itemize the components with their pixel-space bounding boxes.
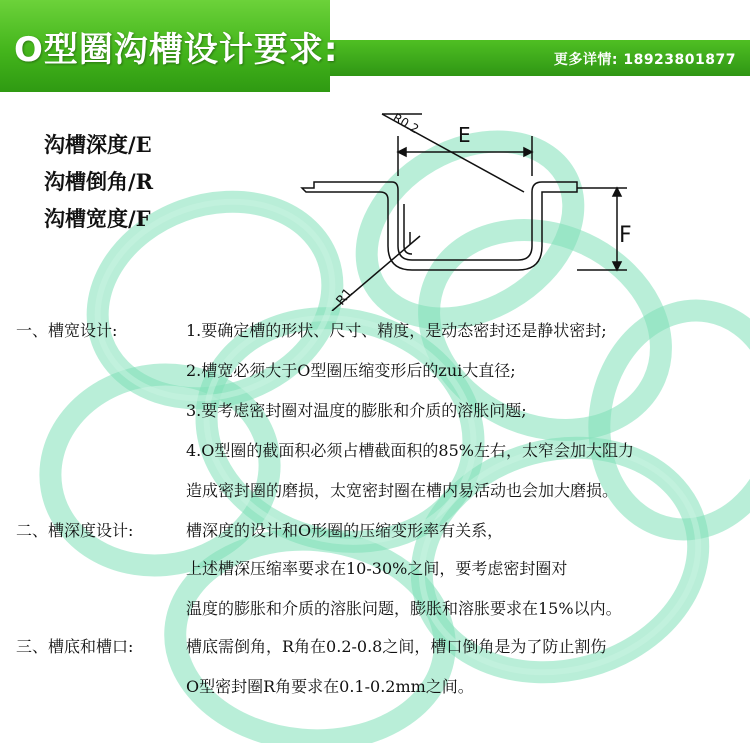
label-groove-width: 沟槽宽度/F (44, 206, 151, 231)
page-title: O型圈沟槽设计要求: (14, 30, 339, 70)
section-line: 上述槽深压缩率要求在10-30%之间，要考虑密封圈对 (186, 559, 568, 578)
section-line: 1.要确定槽的形状、尺寸、精度，是动态密封还是静状密封; (186, 321, 607, 340)
section-heading-bottom: 三、槽底和槽口: (16, 637, 134, 656)
dimension-labels (44, 126, 153, 237)
groove-diagram (292, 96, 632, 311)
section-line: 造成密封圈的磨损，太宽密封圈在槽内易活动也会加大磨损。 (186, 481, 619, 500)
label-groove-chamfer: 沟槽倒角/R (44, 169, 154, 194)
section-line: 2.槽宽必须大于O型圈压缩变形后的zui大直径; (186, 361, 516, 380)
section-heading-width: 一、槽宽设计: (16, 321, 118, 340)
section-heading-depth: 二、槽深度设计: (16, 521, 134, 540)
label-groove-depth: 沟槽深度/E (44, 132, 152, 157)
label-f: F (619, 223, 632, 248)
section-line: 4.O型圈的截面积必须占槽截面积的85%左右，太窄会加大阻力 (186, 441, 634, 460)
section-line: 3.要考虑密封圈对温度的膨胀和介质的溶胀问题; (186, 401, 527, 420)
label-r1: R1 (333, 285, 357, 309)
label-r02: R0.2 (390, 110, 422, 137)
header-banner (0, 0, 750, 96)
label-e: E (458, 123, 471, 147)
contact-info: 更多详情: 18923801877 (553, 52, 736, 68)
section-line: 槽深度的设计和O形圈的压缩变形率有关系， (186, 521, 504, 540)
section-line: O型密封圈R角要求在0.1-0.2mm之间。 (186, 677, 474, 696)
section-line: 槽底需倒角，R角在0.2-0.8之间，槽口倒角是为了防止割伤 (186, 637, 607, 656)
section-line: 温度的膨胀和介质的溶胀问题，膨胀和溶胀要求在15%以内。 (186, 599, 622, 618)
